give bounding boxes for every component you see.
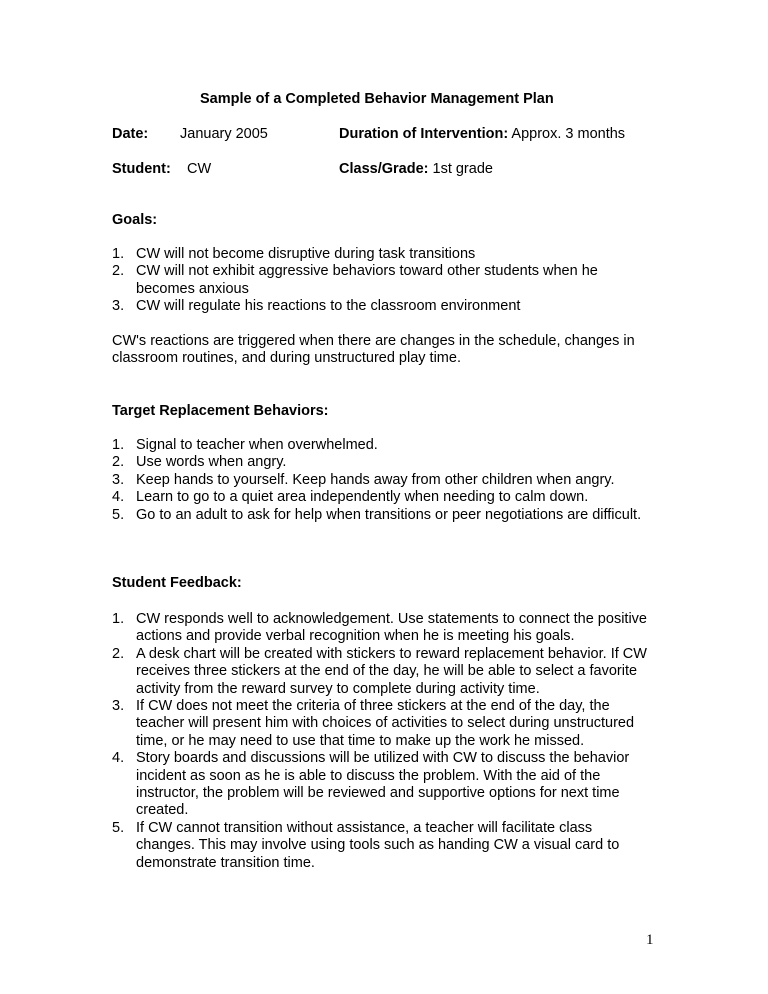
goals-list [112,246,652,316]
class-field [339,159,493,179]
target-behaviors-heading: Target Replacement Behaviors: [112,403,329,419]
target-behaviors-list [112,437,652,524]
duration-label: Duration of Intervention: [339,126,509,142]
list-item: 5. If CW cannot transition without assistance, a teacher will facilitate class changes. This may involve using tools such as handing CW a visual card to demonstrate transition time. [112,819,620,871]
list-item: 5. Go to an adult to ask for help when transitions or peer negotiations are difficult. [112,506,642,523]
date-value: January 2005 [180,126,268,142]
list-item: 1. CW will not become disruptive during task transitions [112,246,476,262]
student-feedback-list [112,611,652,872]
goals-paragraph: CW's reactions are triggered when there are changes in the schedule, changes in classroom routines, and during unstructured play time. [112,333,635,367]
page-number: 1 [646,932,654,948]
student-value: CW [187,161,212,177]
student-feedback-heading: Student Feedback: [112,575,242,591]
list-item: 1. CW responds well to acknowledgement. Use statements to connect the positive actions and provide verbal recognition when he is meeting his goals. [112,611,647,645]
duration-field [339,124,625,144]
student-label: Student: [112,161,171,177]
list-item: 2. A desk chart will be created with stickers to reward replacement behavior. If CW receives three stickers at the end of the day, he will be able to select a favorite activity from the reward survey to complete during activity time. [112,645,647,697]
goals-heading: Goals: [112,212,158,228]
list-item: 3. Keep hands to yourself. Keep hands away from other children when angry. [112,471,615,488]
class-value: 1st grade [432,161,493,177]
list-item: 3. CW will regulate his reactions to the classroom environment [112,298,521,315]
list-item: 3. If CW does not meet the criteria of three stickers at the end of the day, the teacher will present him with choices of activities to select during unstructured time, or he may need to use that time to make up the work he missed. [112,698,635,749]
list-item: 2. CW will not exhibit aggressive behaviors toward other students when he becomes anxious [112,263,598,297]
document-title: Sample of a Completed Behavior Management Plan [200,91,554,107]
list-item: 4. Story boards and discussions will be utilized with CW to discuss the behavior incident as soon as he is able to discuss the problem. With the aid of the instructor, the problem will be reviewed and supportive options for next time created. [112,750,630,819]
list-item: 4. Learn to go to a quiet area independently when needing to calm down. [112,489,589,506]
duration-value: Approx. 3 months [511,126,626,142]
date-label: Date: [112,126,149,142]
list-item: 1. Signal to teacher when overwhelmed. [112,437,378,453]
class-label: Class/Grade: [339,161,429,177]
list-item: 2. Use words when angry. [112,454,287,471]
